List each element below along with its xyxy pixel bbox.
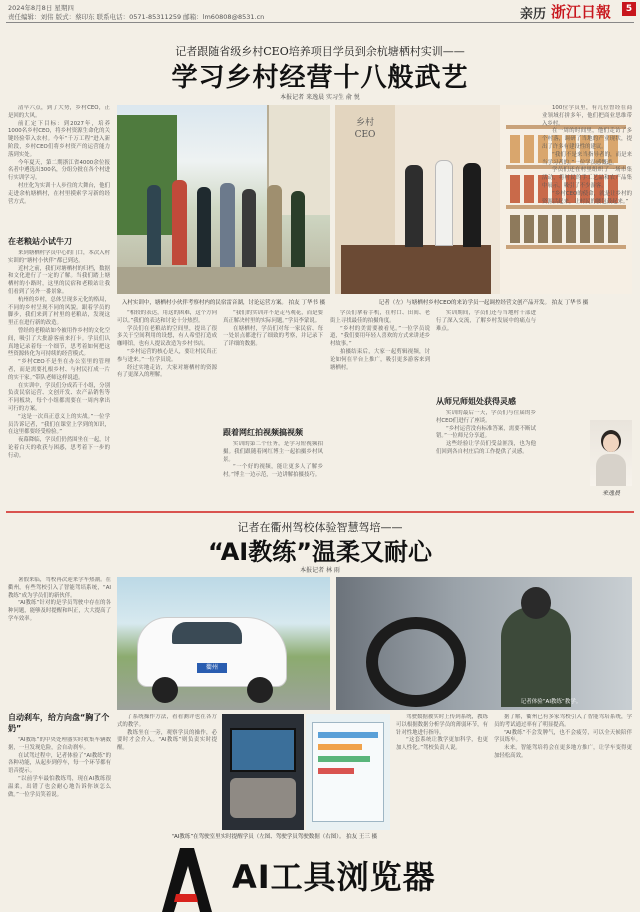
issue-date: 2024年8月8日 星期四 xyxy=(8,4,74,12)
person-silhouette xyxy=(172,180,187,265)
reporter-portrait xyxy=(590,420,632,486)
article2-headline: “AI教练”温柔又耐心 xyxy=(208,538,432,566)
article1-headline: 学习乡村经营十八般武艺 xyxy=(171,63,469,93)
student-head xyxy=(521,587,551,619)
student-silhouette xyxy=(501,607,571,707)
article2-body-col2: 了系统操作方法，看看测评也在各方式的教学。 教练坐在一旁，观察学员的操作，必要时才会介入。“AI教练”则负责实时提醒。 xyxy=(117,714,217,752)
person-silhouette xyxy=(147,185,161,265)
person-silhouette xyxy=(291,191,305,267)
data-bar xyxy=(318,732,378,738)
reporter-signature: 来逸晨 xyxy=(601,490,620,497)
article1-subhead2: 跟着网红拍视频搞视频 xyxy=(223,428,303,437)
person-silhouette xyxy=(197,187,211,267)
article2-body-col4: 据了解，衢州已有多家驾校引入了智能驾培系统，学员的考试通过率有了明显提高。 “AI教练”不会发脾气，也不会疲劳，可以全天候陪伴学员练车。 未来，智能驾培将会在更多地方推广，让学车变得更加轻松高效。 xyxy=(494,714,632,759)
photo-caption-bottom: “AI教练”在驾驶室里实时提醒学员（左图、驾驶学员驾驶数据（右图）。 拍友 王三 摄 xyxy=(171,834,378,840)
display-table xyxy=(341,245,491,294)
article2-byline: 本报记者 林 雨 xyxy=(300,567,340,574)
watermark-text: AI工具浏览器 xyxy=(232,858,436,896)
article2-subhead1: 自动刹车，给方向盘“胸了个奶” xyxy=(8,713,110,733)
article1-body-col4: 学员们拿着手机，在村口、田间、老街上寻找最佳的拍摄角度。 “乡村的美需要被看见。”一位学员说道，“我们要用年轻人喜欢的方式来讲述乡村故事。” 拍摄结束后，大家一起剪辑视频，讨论如何在平台上推广，吸引更多游客来到塘栖村。 xyxy=(330,310,430,371)
person-silhouette xyxy=(463,163,481,247)
steering-wheel xyxy=(366,617,466,707)
driver-hand xyxy=(230,778,296,818)
person-silhouette xyxy=(220,183,235,267)
article1-body-col3a: “我们的实训并不是走马观花，而是要真正解决村里的实际问题。”学员李蒙说。 在塘栖村，学员们对每一家民宿、每一处景点都进行了细致的考察，并记录下了详细的数据。 xyxy=(223,310,323,348)
article2-body-col1b: “AI教练”的中央处理器实时收集车辆数据，一旦发现危险，会自动刹车。 在试驾过程中，记者体验了“AI教练”的各种功能，从起步到停车，每一个环节都有语音提示。 “以前学车最怕教练骂，现在AI教练很温柔，出错了也会耐心地告诉你该怎么做。”一位学员笑着说。 xyxy=(8,737,111,798)
article2-body-col3: 驾驶数据被实时上传到系统，教练可以根据数据分析学员的薄弱环节，有针对性地进行指导。 “这套系统让教学更加科学，也更加人性化。”驾校负责人说。 xyxy=(396,714,488,752)
article1-body-col2: “相较的表达，用这的困难，这个方向可以。”我们的表达和讨论十分热烈。 学员们在老粮站的空间里，提出了很多关于空间利用的设想，有人希望打造成咖啡馆，也有人提议改造为乡村书店。 “乡村运营的核心是人，要让村民真正参与进来。”一位学员说。 经过实地走访，大家对塘栖村的资源有了更深入的理解。 xyxy=(117,310,217,379)
watermark-logo xyxy=(150,838,220,912)
article1-body-col1b: 来到塘栖村学员中心的门口，本次入村实训的“塘村小伙伴”都已到达。 近村之前，我们对塘栖村的归档，数据和文化进行了一定的了解。当我们踏上塘栖村的小路时，这里的民宿和老粮站让我们看到了另外一番景象。 杭州的乡村，总体呈现多元化的格局，不同的乡村呈现不同的风貌。跟着学员的脚步，我们来到了村里的老粮站，发现这里正在进行新的改造。 曾经的老粮站如今被用作乡村的文化空间，吸引了大批游客前来打卡。学员们认真地记录着每一个细节，思考着如何把这些资源转化为可持续的经营模式。 “乡村CEO不是坐在办公室里的管理者，而是需要扎根乡村、与村民打成一片的实干家。”带队老师这样说道。 在实训中，学员们分成若干小组，分别负责民宿运营、文创开发、农产品销售等不同板块，每个小组都需要在一周内拿出可行的方案。 “这是一次真正意义上的实战。”一位学员告诉记者，“我们在课堂上学到的知识，在这里都要经受检验。” 夜幕降临，学员们仍然围坐在一起，讨论着白天的收获与困惑，思考着下一步的行动。 xyxy=(8,250,110,459)
person-silhouette xyxy=(405,165,423,247)
page-header-meta xyxy=(8,4,264,22)
car-interior-photo xyxy=(336,577,632,710)
article1-body-col6: 100位学员里，有几位曾经在商业领域打拼多年，他们把商业思维带入乡村。 在一周的时间里，他们走访了多个村落，调研了当地的产业现状，提出了许多有建设性的建议。 “我们不是来当指导者的，而是来当学习者的。”一位学员感慨道。 学员们还在村里组织了一场市集活动，将村民的手工艺品和农产品集中展示，吸引了不少游客。 “乡村CEO的使命，就是让乡村的资源活起来，让村民的腰包鼓起来。” xyxy=(542,105,632,205)
person-silhouette xyxy=(267,185,282,267)
driving-data-screen-photo xyxy=(306,714,390,830)
car-wheel xyxy=(247,677,273,703)
article1-subhead3: 从师兄师姐处获得灵感 xyxy=(436,397,516,406)
cultural-products-photo xyxy=(335,105,500,294)
article2-kicker: 记者在衢州驾校体验智慧驾培—— xyxy=(237,521,403,534)
data-bar xyxy=(318,756,370,762)
dashboard-screen xyxy=(230,728,296,772)
article1-body-col3b: 实训的第二个任务，是学习短视频拍摄。我们跟随着网红博主一起拍摄乡村风景。 “一个好的视频，能让更多人了解乡村。”博主一边示范，一边讲解拍摄技巧。 xyxy=(223,441,323,479)
person-silhouette xyxy=(435,160,453,246)
car-wheel xyxy=(152,677,178,703)
article1-body-col1a: 清早六点，到了大势，乡村CEO，正是回的大风。 前汇定下目标：到2027年，培养1000名乡村CEO，将乡村资源生命化的关键经验带入农村。今年“千万工程”进入新阶段，乡村CEO们将乡村资产的运营能力落到实处。 今年夏天，第二期浙江省4000余位报名者中遴选出300名，分组分批在各个村进行实训学习。 村庄化为实训十人步往的大舞台，他们走进余杭塘栖村，在村里摸索学习新的经营方式。 xyxy=(8,105,110,205)
article1-body-col5b: 实训的最后一天，学员们与往届的乡村CEO们进行了座谈。 “乡村运营没有标准答案，需要不断试错。”一位师兄分享道。 这些经验让学员们受益匪浅，也为他们回到各自村庄后的工作提供了灵感。 xyxy=(436,410,536,455)
portrait-face xyxy=(603,434,619,452)
wall-sign: 乡村CEO xyxy=(354,118,376,140)
section-name: 亲历 xyxy=(520,7,547,22)
car-sign: 衢州 xyxy=(197,663,227,673)
page-number: 5 xyxy=(622,2,636,16)
ai-screen-photo xyxy=(222,714,304,830)
data-bar xyxy=(318,768,354,774)
person-silhouette xyxy=(242,189,256,267)
village-group-photo xyxy=(117,105,330,294)
portrait-body xyxy=(596,454,626,486)
article2-body-col1a: 暑假来临，驾校再次迎来学车热潮。在衢州，有些驾校引入了智能驾培系统，“AI教练”成为学员们的新伙伴。 “AI教练”针对的是学员驾驶中存在的各种问题，能够及时提醒和纠正，大大提高了学车效率。 xyxy=(8,577,111,622)
article1-subhead1: 在老粮站小试牛刀 xyxy=(8,237,72,246)
editor-contact: 责任编辑：刘伟 版式：蔡印东 联系电话：0571-85311259 邮箱：lm60808@8531.cn xyxy=(8,13,265,21)
article1-body-col5a: 实训期间，学员们还与当地村干部进行了深入交流，了解乡村发展中的痛点与难点。 xyxy=(436,310,536,332)
driving-school-car-photo xyxy=(117,577,330,710)
newspaper-name: 浙江日報 xyxy=(551,3,612,21)
photo-caption-left: 入村实训中，塘栖村小伙伴考察村内的民宿雷音湖，讨论运营方案。 拍友 丁华书 摄 xyxy=(121,300,326,306)
article1-byline: 本报记者 来逸晨 实习生 俞 悦 xyxy=(280,94,360,101)
article1-kicker: 记者跟随省级乡村CEO培养项目学员到余杭塘栖村实训—— xyxy=(175,45,465,58)
data-bar xyxy=(318,744,362,750)
car-window xyxy=(172,622,242,644)
interior-caption: 记者体验“AI教练”教学。 xyxy=(520,699,582,705)
article-divider xyxy=(6,511,634,513)
photo-caption-right: 记者（左）与塘栖村乡村CEO的来访学员一起调控经营文创产品开发。 拍友 丁华书 摄 xyxy=(378,300,589,306)
header-divider xyxy=(6,22,634,23)
ground xyxy=(117,267,330,294)
